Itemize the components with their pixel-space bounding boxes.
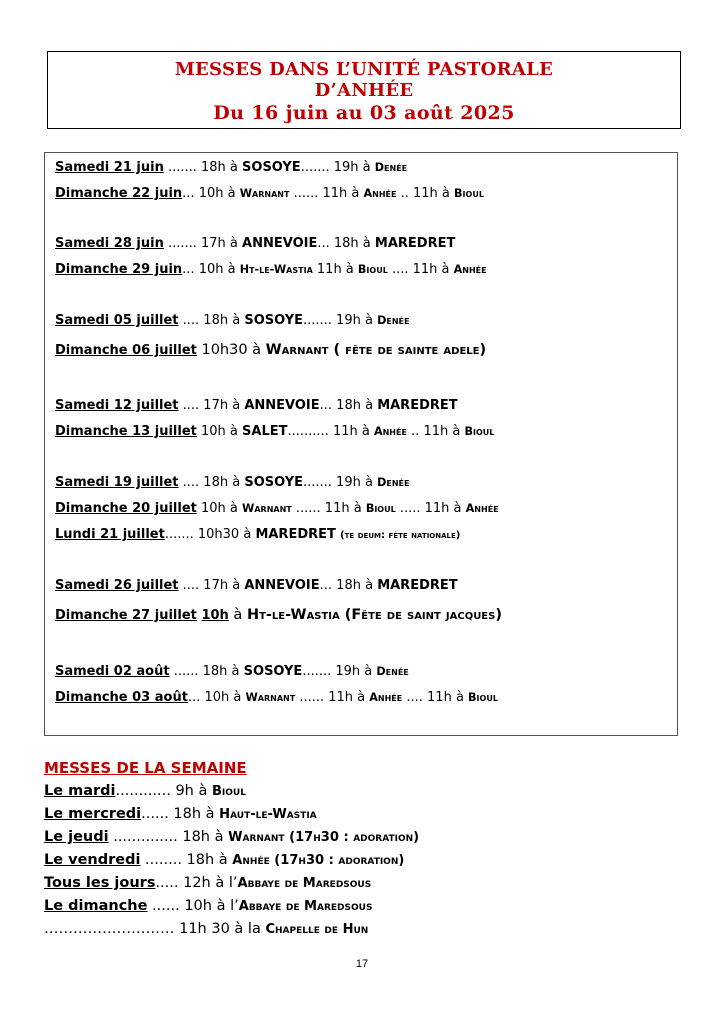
row-text: .... 11h à bbox=[387, 262, 454, 277]
schedule-row bbox=[55, 398, 458, 414]
row-text: .... 11h à bbox=[402, 690, 469, 705]
location: (te deum: fête nationale) bbox=[340, 530, 461, 541]
week-row bbox=[44, 897, 372, 916]
location: Bioul bbox=[357, 263, 388, 276]
day-label: Dimanche 27 juillet bbox=[55, 608, 197, 623]
row-text: ... 18h à bbox=[319, 398, 378, 413]
row-text: ...... 18h à bbox=[169, 664, 244, 679]
schedule-row bbox=[55, 475, 409, 491]
week-location: Abbaye de Maredsous bbox=[237, 876, 372, 891]
row-text: 10h à bbox=[196, 501, 243, 516]
row-text: ....... 19h à bbox=[303, 313, 378, 328]
location: Bioul bbox=[365, 502, 396, 515]
week-row bbox=[44, 782, 246, 801]
week-title: MESSES DE LA SEMAINE bbox=[44, 759, 247, 777]
day-label: Dimanche 29 juin bbox=[55, 262, 183, 277]
page-number: 17 bbox=[355, 958, 369, 970]
day-label: Samedi 26 juillet bbox=[55, 578, 179, 593]
location: MAREDRET bbox=[377, 578, 458, 593]
location: Warnant bbox=[245, 691, 296, 704]
row-text: ... 10h à bbox=[187, 690, 246, 705]
day-label: Samedi 19 juillet bbox=[55, 475, 179, 490]
location: Bioul bbox=[464, 425, 495, 438]
location: MAREDRET bbox=[377, 398, 458, 413]
row-text: .......... 11h à bbox=[287, 424, 374, 439]
week-row-text: ........ 18h à bbox=[140, 852, 233, 868]
title-line-3: Du 16 juin au 03 août 2025 bbox=[213, 102, 515, 124]
row-text: à bbox=[228, 607, 247, 623]
row-text: 10h à bbox=[196, 424, 243, 439]
location: Warnant ( fête de sainte adele) bbox=[265, 342, 487, 358]
day-label: Dimanche 20 juillet bbox=[55, 501, 197, 516]
schedule-row bbox=[55, 186, 484, 202]
location: SOSOYE bbox=[242, 160, 301, 175]
week-row-text: .............. 18h à bbox=[108, 829, 229, 845]
location: Denée bbox=[377, 476, 410, 489]
row-text: .... 17h à bbox=[178, 398, 245, 413]
schedule-row bbox=[55, 690, 498, 706]
schedule-row bbox=[55, 160, 407, 176]
location: Denée bbox=[376, 665, 409, 678]
location: SOSOYE bbox=[244, 475, 303, 490]
week-row-text: ..... 12h à l’ bbox=[155, 875, 238, 891]
location: Anhée bbox=[363, 187, 397, 200]
schedule-row bbox=[55, 606, 502, 625]
day-label: Lundi 21 juillet bbox=[55, 527, 165, 542]
week-row-text: ...... 10h à l’ bbox=[147, 898, 239, 914]
week-day-label: Le dimanche bbox=[44, 898, 148, 914]
row-text: ..... 11h à bbox=[395, 501, 466, 516]
row-text: .... 18h à bbox=[178, 475, 245, 490]
row-text: ....... 19h à bbox=[303, 475, 378, 490]
location: Anhée bbox=[369, 691, 403, 704]
location: ANNEVOIE bbox=[244, 398, 320, 413]
week-row bbox=[44, 851, 404, 870]
location: Warnant bbox=[242, 502, 292, 515]
week-location: Anhée (17h30 : adoration) bbox=[232, 853, 405, 868]
row-text: .. 11h à bbox=[406, 424, 465, 439]
day-label: Samedi 02 août bbox=[55, 664, 170, 679]
week-day-label: Le mardi bbox=[44, 783, 116, 799]
week-day-label: Le jeudi bbox=[44, 829, 109, 845]
week-location: Chapelle de Hun bbox=[265, 922, 369, 937]
location: ANNEVOIE bbox=[242, 236, 318, 251]
week-row bbox=[44, 874, 371, 893]
week-day-label: Tous les jours bbox=[44, 875, 156, 891]
week-row bbox=[44, 805, 317, 824]
schedule-row bbox=[55, 501, 499, 517]
schedule-row bbox=[55, 341, 486, 360]
location: MAREDRET bbox=[374, 236, 456, 251]
day-label: Dimanche 22 juin bbox=[55, 186, 183, 201]
week-location: Haut-le-Wastia bbox=[219, 807, 317, 822]
row-text: ...... 11h à bbox=[289, 186, 364, 201]
day-label: Samedi 21 juin bbox=[55, 160, 164, 175]
week-row bbox=[44, 828, 419, 847]
row-text: ... 10h à bbox=[182, 262, 240, 277]
day-label: Dimanche 13 juillet bbox=[55, 424, 197, 439]
location: Denée bbox=[377, 314, 410, 327]
location: Anhée bbox=[373, 425, 407, 438]
location: Bioul bbox=[454, 187, 484, 200]
row-text: ... 18h à bbox=[317, 236, 375, 251]
location: ANNEVOIE bbox=[244, 578, 320, 593]
title-box bbox=[47, 51, 681, 129]
row-text: .. 11h à bbox=[396, 186, 455, 201]
location: Anhée bbox=[465, 502, 499, 515]
week-day-label: Le vendredi bbox=[44, 852, 141, 868]
location: Anhée bbox=[453, 263, 487, 276]
row-text: 11h à bbox=[312, 262, 358, 277]
row-text: ....... 19h à bbox=[302, 664, 377, 679]
time-label: 10h bbox=[201, 608, 229, 623]
row-text: 10h30 à bbox=[196, 342, 266, 358]
location: SOSOYE bbox=[244, 313, 303, 328]
location: SALET bbox=[242, 424, 288, 439]
row-text: ... 18h à bbox=[319, 578, 378, 593]
day-label: Dimanche 06 juillet bbox=[55, 343, 197, 358]
schedule-row bbox=[55, 262, 487, 278]
week-row-text: ............ 9h à bbox=[115, 783, 212, 799]
row-text: ....... 19h à bbox=[300, 160, 375, 175]
week-location: Bioul bbox=[211, 784, 246, 799]
row-text: .... 17h à bbox=[178, 578, 245, 593]
row-text: ...... 11h à bbox=[291, 501, 366, 516]
day-label: Samedi 05 juillet bbox=[55, 313, 179, 328]
row-text: .... 18h à bbox=[178, 313, 245, 328]
schedule-row bbox=[55, 313, 409, 329]
title-line-2: D’ANHÉE bbox=[314, 80, 414, 101]
row-text: ... 10h à bbox=[182, 186, 240, 201]
location: Denée bbox=[374, 161, 408, 174]
week-location: Warnant (17h30 : adoration) bbox=[228, 830, 420, 845]
schedule-row bbox=[55, 664, 409, 680]
week-day-label: Le mercredi bbox=[44, 806, 142, 822]
title-line-1: MESSES DANS L’UNITÉ PASTORALE bbox=[174, 59, 554, 80]
week-row bbox=[44, 920, 368, 939]
row-text: ....... 18h à bbox=[163, 160, 243, 175]
week-row-text: ……………………… 11h 30 à la bbox=[44, 921, 266, 937]
row-text: ....... 10h30 à bbox=[164, 527, 256, 542]
schedule-row bbox=[55, 527, 460, 544]
schedule-box bbox=[44, 152, 678, 736]
week-row-text: ...... 18h à bbox=[141, 806, 220, 822]
location: Bioul bbox=[468, 691, 498, 704]
day-label: Dimanche 03 août bbox=[55, 690, 188, 705]
location: SOSOYE bbox=[243, 664, 303, 679]
row-text: ....... 17h à bbox=[163, 236, 243, 251]
location: Warnant bbox=[239, 187, 290, 200]
day-label: Samedi 12 juillet bbox=[55, 398, 179, 413]
day-label: Samedi 28 juin bbox=[55, 236, 164, 251]
row-text: ...... 11h à bbox=[295, 690, 370, 705]
schedule-row bbox=[55, 236, 455, 252]
schedule-row bbox=[55, 578, 458, 594]
schedule-row bbox=[55, 424, 494, 440]
location: Ht-le-Wastia bbox=[239, 263, 313, 276]
location: Ht-le-Wastia (Fête de saint jacques) bbox=[246, 607, 502, 623]
week-location: Abbaye de Maredsous bbox=[238, 899, 373, 914]
location: MAREDRET bbox=[255, 527, 336, 542]
